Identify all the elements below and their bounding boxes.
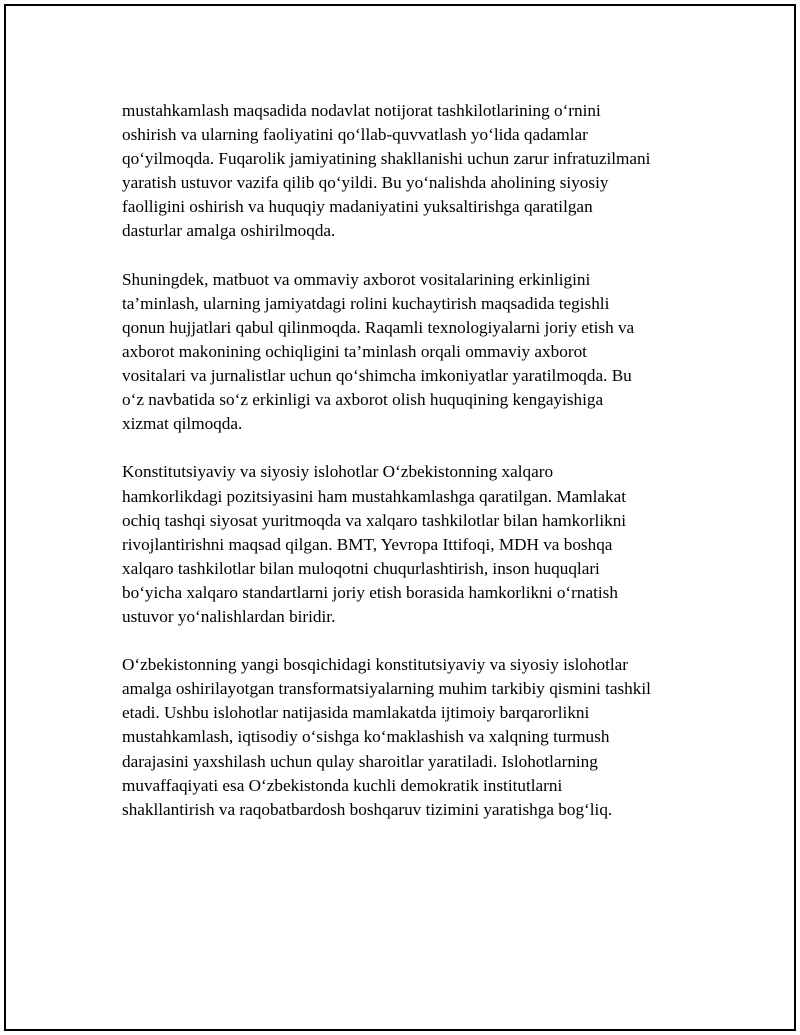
text-line: faolligini oshirish va huquqiy madaniyatini yuksaltirishga qaratilgan (122, 197, 593, 217)
paragraph-3 (122, 460, 712, 629)
document-body (122, 99, 712, 846)
paragraph-1 (122, 99, 712, 244)
text-line: O‘zbekistonning yangi bosqichidagi konstitutsiyaviy va siyosiy islohotlar (122, 655, 629, 675)
text-line: vositalari va jurnalistlar uchun qo‘shimcha imkoniyatlar yaratilmoqda. Bu (122, 366, 632, 386)
text-line: muvaffaqiyati esa O‘zbekistonda kuchli demokratik institutlarni (122, 775, 563, 795)
text-line: amalga oshirilayotgan transformatsiyalarning muhim tarkibiy qismini tashkil (122, 679, 651, 699)
text-line: mustahkamlash maqsadida nodavlat notijorat tashkilotlarining o‘rnini (122, 101, 601, 120)
text-line: etadi. Ushbu islohotlar natijasida mamlakatda ijtimoiy barqarorlikni (122, 703, 590, 723)
text-line: ta’minlash, ularning jamiyatdagi rolini kuchaytirish maqsadida tegishli (122, 293, 610, 313)
paragraph-2 (122, 268, 712, 437)
text-line: bo‘yicha xalqaro standartlarni joriy etish borasida hamkorlikni o‘rnatish (122, 582, 618, 602)
text-line: dasturlar amalga oshirilmoqda. (122, 221, 336, 241)
text-line: hamkorlikdagi pozitsiyasini ham mustahkamlashga qaratilgan. Mamlakat (122, 486, 627, 506)
paragraph-4 (122, 653, 712, 822)
text-line: shakllantirish va raqobatbardosh boshqaruv tizimini yaratishga bog‘liq. (122, 799, 613, 819)
text-line: Konstitutsiyaviy va siyosiy islohotlar O‘zbekistonning xalqaro (122, 462, 554, 482)
text-line: ustuvor yo‘nalishlardan biridir. (122, 606, 336, 626)
page-frame (4, 4, 796, 1031)
text-line: xalqaro tashkilotlar bilan muloqotni chuqurlashtirish, inson huquqlari (122, 558, 600, 578)
text-line: oshirish va ularning faoliyatini qo‘llab-quvvatlash yo‘lida qadamlar (122, 125, 588, 145)
text-line: qo‘yilmoqda. Fuqarolik jamiyatining shakllanishi uchun zarur infratuzilmani (122, 149, 651, 169)
text-line: Shuningdek, matbuot va ommaviy axborot vositalarining erkinligini (122, 269, 591, 289)
text-line: o‘z navbatida so‘z erkinligi va axborot olish huquqining kengayishiga (122, 390, 604, 410)
text-line: rivojlantirishni maqsad qilgan. BMT, Yevropa Ittifoqi, MDH va boshqa (122, 534, 613, 554)
text-line: darajasini yaxshilash uchun qulay sharoitlar yaratiladi. Islohotlarning (122, 751, 598, 771)
text-line: qonun hujjatlari qabul qilinmoqda. Raqamli texnologiyalarni joriy etish va (122, 317, 635, 337)
text-line: ochiq tashqi siyosat yuritmoqda va xalqaro tashkilotlar bilan hamkorlikni (122, 510, 627, 530)
text-line: axborot makonining ochiqligini ta’minlash orqali ommaviy axborot (122, 341, 587, 361)
text-line: yaratish ustuvor vazifa qilib qo‘yildi. Bu yo‘nalishda aholining siyosiy (122, 173, 609, 193)
text-line: xizmat qilmoqda. (122, 414, 243, 434)
text-line: mustahkamlash, iqtisodiy o‘sishga ko‘maklashish va xalqning turmush (122, 727, 610, 747)
